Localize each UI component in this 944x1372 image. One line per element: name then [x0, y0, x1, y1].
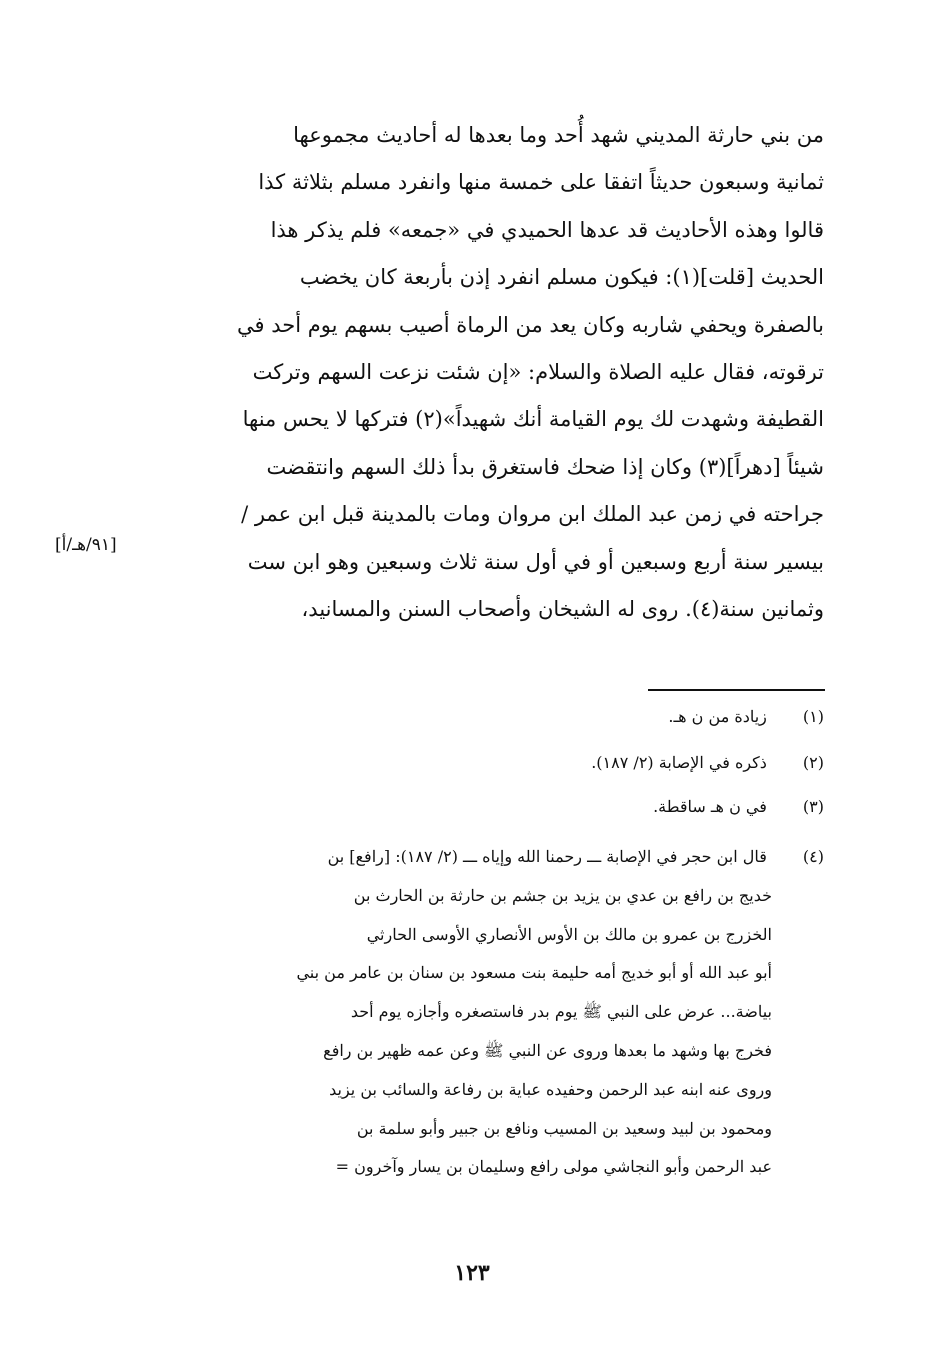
footnote-line: فخرج بها وشهد ما بعدها وروى عن النبي ﷺ وعن عمه ظهير بن رافع [323, 1040, 772, 1060]
main-text-line: القطيفة وشهدت لك يوم القيامة أنك شهيداً»(٢) فتركها لا يحس منها [242, 407, 824, 432]
footnote-text: زيادة من ن هـ. [668, 707, 767, 726]
main-text-line: قالوا وهذه الأحاديث قد عدها الحميدي في «جمعه» فلم يذكر هذا [270, 217, 824, 242]
main-text-line: شيئاً [دهراً](٣) وكان إذا ضحك فاستغرق بدأ ذلك السهم وانتقضت [266, 454, 824, 479]
footnote-line: خديج بن رافع بن عدي بن يزيد بن جشم بن حارثة بن الحارث بن [353, 885, 772, 905]
main-text-block [149, 112, 824, 633]
main-text-line: الحديث [قلت](١): فيكون مسلم انفرد إذن بأربعة كان يخضب [299, 265, 824, 290]
footnote-line: ومحمود بن لبيد وسعيد بن المسيب ونافع بن جبير وأبو سلمة بن [356, 1118, 772, 1138]
footnote [124, 753, 824, 772]
footnote-line [114, 838, 824, 877]
footnote-line: الخزرج بن عمرو بن مالك بن الأوس الأنصاري الأوسى الحارثي [366, 924, 772, 944]
footnote-line: بياضة... عرض على النبي ﷺ يوم بدر فاستصغره وأجازه يوم أحد [350, 1002, 772, 1022]
footnote-number: (٣) [802, 797, 824, 816]
footnote [124, 797, 824, 816]
footnote [124, 707, 824, 726]
main-text-line: من بني حارثة المديني شهد أُحد وما بعدها له أحاديث مجموعها [293, 123, 824, 147]
footnote-number: (١) [802, 707, 824, 726]
footnote-line: أبو عبد الله أو أبو خديج أمه حليمة بنت مسعود بن سنان بن عامر من بني [296, 963, 772, 983]
footnote-line: عبد الرحمن وأبو النجاشي مولى رافع وسليمان بن يسار وآخرون = [335, 1157, 772, 1177]
footnote-long [114, 838, 824, 1187]
page-number: ١٢٣ [454, 1260, 490, 1286]
footnote-line: وروى عنه ابنه عبد الرحمن وحفيده عباية بن رفاعة والسائب بن يزيد [329, 1079, 772, 1099]
footnote-text: ذكره في الإصابة (٢/ ١٨٧). [591, 753, 767, 772]
main-text-line: بالصفرة ويحفي شاربه وكان يعد من الرماة أصيب بسهم يوم أحد في [237, 312, 824, 337]
main-text-line: وثمانين سنة(٤). روى له الشيخان وأصحاب السنن والمسانيد، [301, 596, 824, 621]
footnote-number: (٢) [802, 753, 824, 772]
footnote-number: (٤) [802, 847, 824, 866]
main-text-line: ترقوته، فقال عليه الصلاة والسلام: «إن شئت نزعت السهم وتركت [252, 359, 824, 384]
footnote-text: في ن هـ ساقطة. [653, 797, 767, 816]
main-text-line: ثمانية وسبعون حديثاً اتفقا على خمسة منها وانفرد مسلم بثلاثة كذا [258, 170, 824, 195]
footnote-separator [648, 689, 825, 691]
main-text-line: جراحته في زمن عبد الملك ابن مروان ومات بالمدينة قبل ابن عمر / [241, 502, 824, 527]
main-text-line: بيسير سنة أربع وسبعين أو في أول سنة ثلاث وسبعين وهو ابن ست [247, 549, 824, 574]
footnote-text: قال ابن حجر في الإصابة ـــ رحمنا الله وإياه ـــ (٢/ ١٨٧): [رافع] بن [327, 847, 767, 866]
manuscript-margin-reference: [٩١/هـ/أ] [55, 535, 117, 555]
